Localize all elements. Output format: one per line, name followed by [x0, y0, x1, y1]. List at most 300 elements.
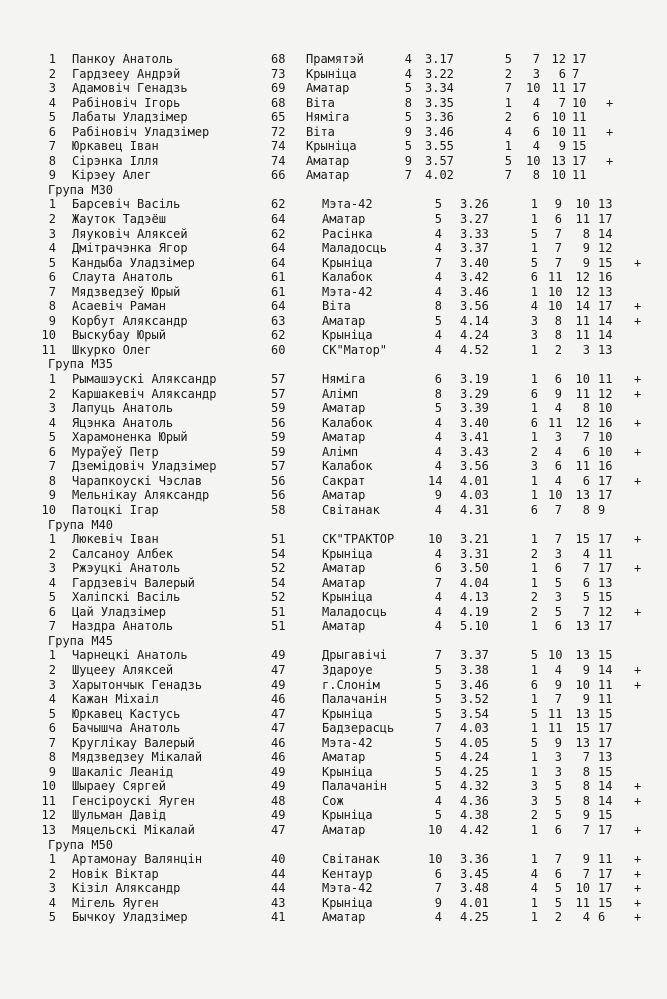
- result-row: [0, 707, 667, 722]
- result-time: 3.43: [460, 444, 489, 459]
- point-value: 15: [598, 255, 613, 270]
- birth-year: 48: [271, 793, 286, 808]
- birth-year: 59: [271, 430, 286, 445]
- result-row: [0, 852, 667, 867]
- club-name: г.Слонім: [322, 677, 380, 692]
- point-value: 10: [548, 299, 563, 314]
- club-name: Маладосць: [322, 241, 388, 256]
- point-value: 8: [582, 226, 590, 241]
- place-number: 6: [48, 444, 56, 459]
- birth-year: 73: [271, 66, 286, 81]
- session-count: 5: [434, 212, 442, 227]
- session-count: 4: [434, 284, 442, 299]
- birth-year: 64: [271, 299, 286, 314]
- point-value: 11: [548, 415, 563, 430]
- point-value: 15: [598, 590, 613, 605]
- place-number: 1: [48, 648, 56, 663]
- point-value: 4: [554, 473, 562, 488]
- result-time: 3.34: [425, 81, 454, 96]
- athlete-name: Артамонау Валянцін: [72, 852, 203, 867]
- result-row: [0, 823, 667, 838]
- point-value: 9: [582, 662, 590, 677]
- session-count: 14: [428, 473, 443, 488]
- session-count: 5: [434, 197, 442, 212]
- result-row: [0, 561, 667, 576]
- session-count: 7: [434, 881, 442, 896]
- result-time: 3.41: [460, 430, 489, 445]
- point-value: 7: [554, 226, 562, 241]
- session-count: 5: [404, 139, 412, 154]
- point-value: 7: [582, 430, 590, 445]
- point-value: 3: [532, 66, 540, 81]
- result-row: [0, 110, 667, 125]
- session-count: 4: [434, 226, 442, 241]
- birth-year: 40: [271, 852, 286, 867]
- athlete-name: Лабаты Уладзімер: [72, 110, 188, 125]
- point-value: 14: [598, 226, 613, 241]
- point-value: 2: [530, 546, 538, 561]
- point-value: 1: [530, 197, 538, 212]
- point-value: 6: [530, 415, 538, 430]
- result-time: 3.37: [460, 648, 489, 663]
- club-name: Крыніца: [322, 590, 373, 605]
- place-number: 11: [41, 793, 56, 808]
- athlete-name: Сірэнка Ілля: [72, 153, 159, 168]
- result-row: [0, 547, 667, 562]
- group-heading: [0, 183, 667, 198]
- point-value: 12: [575, 415, 590, 430]
- point-value: 3: [554, 430, 562, 445]
- result-time: 4.24: [460, 750, 489, 765]
- point-value: 7: [554, 692, 562, 707]
- session-count: 8: [434, 299, 442, 314]
- athlete-name: Каршакевіч Аляксандр: [72, 386, 217, 401]
- result-row: [0, 168, 667, 183]
- result-time: 4.52: [460, 342, 489, 357]
- athlete-name: Генсіроускі Яуген: [72, 793, 195, 808]
- athlete-name: Кізіл Аляксандр: [72, 881, 181, 896]
- point-value: 7: [504, 168, 512, 183]
- birth-year: 51: [271, 532, 286, 547]
- point-value: 13: [575, 619, 590, 634]
- club-name: Аматар: [306, 168, 350, 183]
- athlete-name: Мядзведзеў Юрый: [72, 284, 181, 299]
- point-value: 11: [548, 721, 563, 736]
- point-value: 9: [582, 692, 590, 707]
- birth-year: 47: [271, 822, 286, 837]
- point-value: 13: [575, 488, 590, 503]
- club-name: Алімп: [322, 386, 359, 401]
- plus-mark: +: [634, 386, 642, 401]
- point-value: 17: [598, 473, 613, 488]
- birth-year: 49: [271, 779, 286, 794]
- athlete-name: Патоцкі Ігар: [72, 502, 159, 517]
- point-value: 9: [554, 386, 562, 401]
- session-count: 10: [428, 852, 443, 867]
- athlete-name: Юркавец Кастусь: [72, 706, 181, 721]
- result-row: [0, 96, 667, 111]
- point-value: 5: [504, 52, 512, 66]
- place-number: 9: [48, 313, 56, 328]
- plus-mark: +: [634, 604, 642, 619]
- point-value: 5: [554, 604, 562, 619]
- group-title: Група М40: [48, 517, 114, 532]
- point-value: 13: [598, 750, 613, 765]
- result-time: 3.46: [425, 124, 454, 139]
- place-number: 2: [48, 66, 56, 81]
- point-value: 14: [598, 328, 613, 343]
- athlete-name: Корбут Аляксандр: [72, 313, 188, 328]
- point-value: 5: [554, 779, 562, 794]
- point-value: 6: [598, 910, 606, 925]
- point-value: 6: [530, 502, 538, 517]
- athlete-name: Кірэеу Алег: [72, 168, 152, 183]
- point-value: 2: [530, 604, 538, 619]
- point-value: 4: [532, 95, 540, 110]
- point-value: 6: [582, 473, 590, 488]
- point-value: 9: [582, 255, 590, 270]
- group-heading: [0, 518, 667, 533]
- point-value: 6: [558, 66, 566, 81]
- point-value: 7: [572, 66, 580, 81]
- place-number: 6: [48, 721, 56, 736]
- result-time: 3.19: [460, 372, 489, 387]
- point-value: 17: [598, 488, 613, 503]
- plus-mark: +: [634, 779, 642, 794]
- athlete-name: Яцэнка Анатоль: [72, 415, 174, 430]
- place-number: 4: [48, 692, 56, 707]
- point-value: 3: [554, 590, 562, 605]
- result-row: [0, 227, 667, 242]
- plus-mark: +: [634, 444, 642, 459]
- place-number: 3: [48, 677, 56, 692]
- point-value: 1: [530, 852, 538, 867]
- result-row: [0, 139, 667, 154]
- result-time: 3.36: [460, 852, 489, 867]
- point-value: 17: [572, 81, 587, 96]
- result-row: [0, 474, 667, 489]
- athlete-name: Слаута Анатоль: [72, 270, 174, 285]
- session-count: 7: [434, 648, 442, 663]
- point-value: 1: [530, 895, 538, 910]
- athlete-name: Мельнікау Аляксандр: [72, 488, 210, 503]
- point-value: 11: [598, 677, 613, 692]
- result-time: 3.26: [460, 197, 489, 212]
- point-value: 17: [572, 52, 587, 66]
- place-number: 5: [48, 430, 56, 445]
- place-number: 7: [48, 139, 56, 154]
- place-number: 8: [48, 153, 56, 168]
- place-number: 8: [48, 299, 56, 314]
- session-count: 9: [434, 895, 442, 910]
- club-name: Мэта-42: [322, 735, 373, 750]
- club-name: Расінка: [322, 226, 373, 241]
- result-time: 3.39: [460, 401, 489, 416]
- birth-year: 74: [271, 153, 286, 168]
- result-time: 4.05: [460, 735, 489, 750]
- birth-year: 68: [271, 52, 286, 66]
- place-number: 6: [48, 604, 56, 619]
- point-value: 5: [582, 590, 590, 605]
- point-value: 4: [554, 662, 562, 677]
- point-value: 13: [575, 735, 590, 750]
- point-value: 7: [554, 502, 562, 517]
- point-value: 4: [504, 124, 512, 139]
- point-value: 14: [598, 779, 613, 794]
- club-name: Бадзерасць: [322, 721, 395, 736]
- athlete-name: Дмітрачэнка Ягор: [72, 241, 188, 256]
- club-name: Світанак: [322, 852, 380, 867]
- result-time: 4.02: [425, 168, 454, 183]
- point-value: 10: [548, 648, 563, 663]
- session-count: 5: [434, 750, 442, 765]
- place-number: 10: [41, 502, 56, 517]
- result-row: [0, 488, 667, 503]
- place-number: 2: [48, 546, 56, 561]
- point-value: 1: [530, 822, 538, 837]
- session-count: 4: [434, 546, 442, 561]
- place-number: 5: [48, 590, 56, 605]
- birth-year: 54: [271, 546, 286, 561]
- point-value: 16: [598, 415, 613, 430]
- point-value: 10: [575, 677, 590, 692]
- athlete-name: Рымашэускі Аляксандр: [72, 372, 217, 387]
- point-value: 17: [598, 822, 613, 837]
- birth-year: 46: [271, 735, 286, 750]
- birth-year: 49: [271, 677, 286, 692]
- result-time: 3.42: [460, 270, 489, 285]
- place-number: 1: [48, 852, 56, 867]
- point-value: 8: [532, 168, 540, 183]
- birth-year: 52: [271, 590, 286, 605]
- place-number: 8: [48, 473, 56, 488]
- point-value: 3: [554, 750, 562, 765]
- place-number: 5: [48, 706, 56, 721]
- plus-mark: +: [606, 124, 614, 139]
- plus-mark: +: [634, 415, 642, 430]
- point-value: 2: [530, 444, 538, 459]
- session-count: 5: [434, 677, 442, 692]
- point-value: 10: [598, 401, 613, 416]
- athlete-name: Салсаноу Албек: [72, 546, 174, 561]
- result-row: [0, 372, 667, 387]
- point-value: 5: [504, 153, 512, 168]
- plus-mark: +: [634, 822, 642, 837]
- session-count: 7: [434, 255, 442, 270]
- club-name: Аматар: [322, 822, 366, 837]
- result-time: 4.25: [460, 910, 489, 925]
- club-name: Палачанін: [322, 779, 388, 794]
- club-name: Сакрат: [322, 473, 366, 488]
- session-count: 4: [434, 590, 442, 605]
- point-value: 1: [530, 342, 538, 357]
- result-row: [0, 401, 667, 416]
- club-name: Віта: [322, 299, 351, 314]
- result-row: [0, 605, 667, 620]
- group-heading: [0, 838, 667, 853]
- birth-year: 47: [271, 721, 286, 736]
- session-count: 10: [428, 822, 443, 837]
- plus-mark: +: [634, 895, 642, 910]
- point-value: 7: [582, 822, 590, 837]
- athlete-name: Чарнецкі Анатоль: [72, 648, 188, 663]
- club-name: СК"ТРАКТОР: [322, 532, 395, 547]
- plus-mark: +: [606, 153, 614, 168]
- point-value: 6: [554, 619, 562, 634]
- session-count: 5: [434, 735, 442, 750]
- point-value: 10: [575, 197, 590, 212]
- session-count: 8: [404, 95, 412, 110]
- point-value: 17: [598, 881, 613, 896]
- session-count: 5: [434, 692, 442, 707]
- result-time: 3.45: [460, 866, 489, 881]
- birth-year: 57: [271, 459, 286, 474]
- point-value: 8: [554, 313, 562, 328]
- place-number: 2: [48, 386, 56, 401]
- result-row: [0, 750, 667, 765]
- session-count: 5: [434, 401, 442, 416]
- session-count: 4: [434, 430, 442, 445]
- point-value: 10: [551, 110, 566, 125]
- place-number: 4: [48, 895, 56, 910]
- point-value: 9: [582, 808, 590, 823]
- place-number: 6: [48, 270, 56, 285]
- club-name: Калабок: [322, 459, 373, 474]
- session-count: 5: [404, 110, 412, 125]
- session-count: 4: [434, 241, 442, 256]
- point-value: 15: [575, 532, 590, 547]
- result-row: [0, 416, 667, 431]
- plus-mark: +: [634, 910, 642, 925]
- point-value: 7: [582, 604, 590, 619]
- result-time: 4.13: [460, 590, 489, 605]
- result-time: 3.50: [460, 561, 489, 576]
- place-number: 1: [48, 52, 56, 66]
- club-name: Крыніца: [322, 895, 373, 910]
- point-value: 11: [575, 313, 590, 328]
- result-time: 4.25: [460, 764, 489, 779]
- place-number: 7: [48, 459, 56, 474]
- result-row: [0, 387, 667, 402]
- club-name: Аматар: [322, 313, 366, 328]
- result-row: [0, 314, 667, 329]
- session-count: 5: [434, 764, 442, 779]
- point-value: 13: [598, 575, 613, 590]
- result-row: [0, 808, 667, 823]
- point-value: 15: [572, 139, 587, 154]
- club-name: Аматар: [322, 575, 366, 590]
- session-count: 9: [404, 124, 412, 139]
- point-value: 1: [530, 619, 538, 634]
- point-value: 7: [554, 532, 562, 547]
- birth-year: 62: [271, 328, 286, 343]
- athlete-name: Наздра Анатоль: [72, 619, 174, 634]
- result-time: 4.01: [460, 895, 489, 910]
- birth-year: 61: [271, 284, 286, 299]
- point-value: 17: [598, 561, 613, 576]
- birth-year: 56: [271, 473, 286, 488]
- result-row: [0, 81, 667, 96]
- result-time: 4.42: [460, 822, 489, 837]
- place-number: 4: [48, 95, 56, 110]
- plus-mark: +: [634, 852, 642, 867]
- result-time: 5.10: [460, 619, 489, 634]
- point-value: 12: [598, 386, 613, 401]
- plus-mark: +: [634, 866, 642, 881]
- result-row: [0, 619, 667, 634]
- place-number: 1: [48, 372, 56, 387]
- result-row: [0, 270, 667, 285]
- point-value: 9: [582, 241, 590, 256]
- point-value: 7: [504, 81, 512, 96]
- athlete-name: Халіпскі Васіль: [72, 590, 181, 605]
- point-value: 6: [530, 677, 538, 692]
- result-row: [0, 212, 667, 227]
- point-value: 15: [598, 706, 613, 721]
- athlete-name: Цай Уладзімер: [72, 604, 166, 619]
- session-count: 7: [434, 721, 442, 736]
- result-row: [0, 765, 667, 780]
- plus-mark: +: [634, 662, 642, 677]
- result-row: [0, 503, 667, 518]
- result-row: [0, 736, 667, 751]
- point-value: 3: [582, 342, 590, 357]
- birth-year: 68: [271, 95, 286, 110]
- point-value: 17: [598, 866, 613, 881]
- place-number: 9: [48, 488, 56, 503]
- club-name: Світанак: [322, 502, 380, 517]
- point-value: 13: [575, 706, 590, 721]
- club-name: Сож: [322, 793, 344, 808]
- point-value: 4: [582, 546, 590, 561]
- session-count: 5: [434, 808, 442, 823]
- athlete-name: Шульман Давід: [72, 808, 166, 823]
- place-number: 13: [41, 822, 56, 837]
- result-time: 3.31: [460, 546, 489, 561]
- club-name: Крыніца: [306, 66, 357, 81]
- point-value: 11: [598, 546, 613, 561]
- plus-mark: +: [634, 677, 642, 692]
- result-time: 3.36: [425, 110, 454, 125]
- group-title: Група М35: [48, 357, 114, 372]
- point-value: 10: [598, 430, 613, 445]
- point-value: 10: [551, 168, 566, 183]
- birth-year: 54: [271, 575, 286, 590]
- result-row: [0, 663, 667, 678]
- athlete-name: Кандыба Уладзімер: [72, 255, 195, 270]
- athlete-name: Дземідовіч Уладзімер: [72, 459, 217, 474]
- athlete-name: Харытончык Генадзь: [72, 677, 203, 692]
- point-value: 6: [554, 372, 562, 387]
- session-count: 4: [434, 328, 442, 343]
- birth-year: 49: [271, 764, 286, 779]
- point-value: 8: [582, 779, 590, 794]
- point-value: 1: [530, 662, 538, 677]
- point-value: 15: [598, 764, 613, 779]
- point-value: 12: [575, 270, 590, 285]
- birth-year: 52: [271, 561, 286, 576]
- result-row: [0, 692, 667, 707]
- place-number: 7: [48, 284, 56, 299]
- birth-year: 65: [271, 110, 286, 125]
- point-value: 5: [554, 881, 562, 896]
- point-value: 1: [530, 561, 538, 576]
- point-value: 11: [575, 459, 590, 474]
- point-value: 3: [554, 764, 562, 779]
- result-row: [0, 896, 667, 911]
- birth-year: 49: [271, 808, 286, 823]
- result-time: 3.40: [460, 415, 489, 430]
